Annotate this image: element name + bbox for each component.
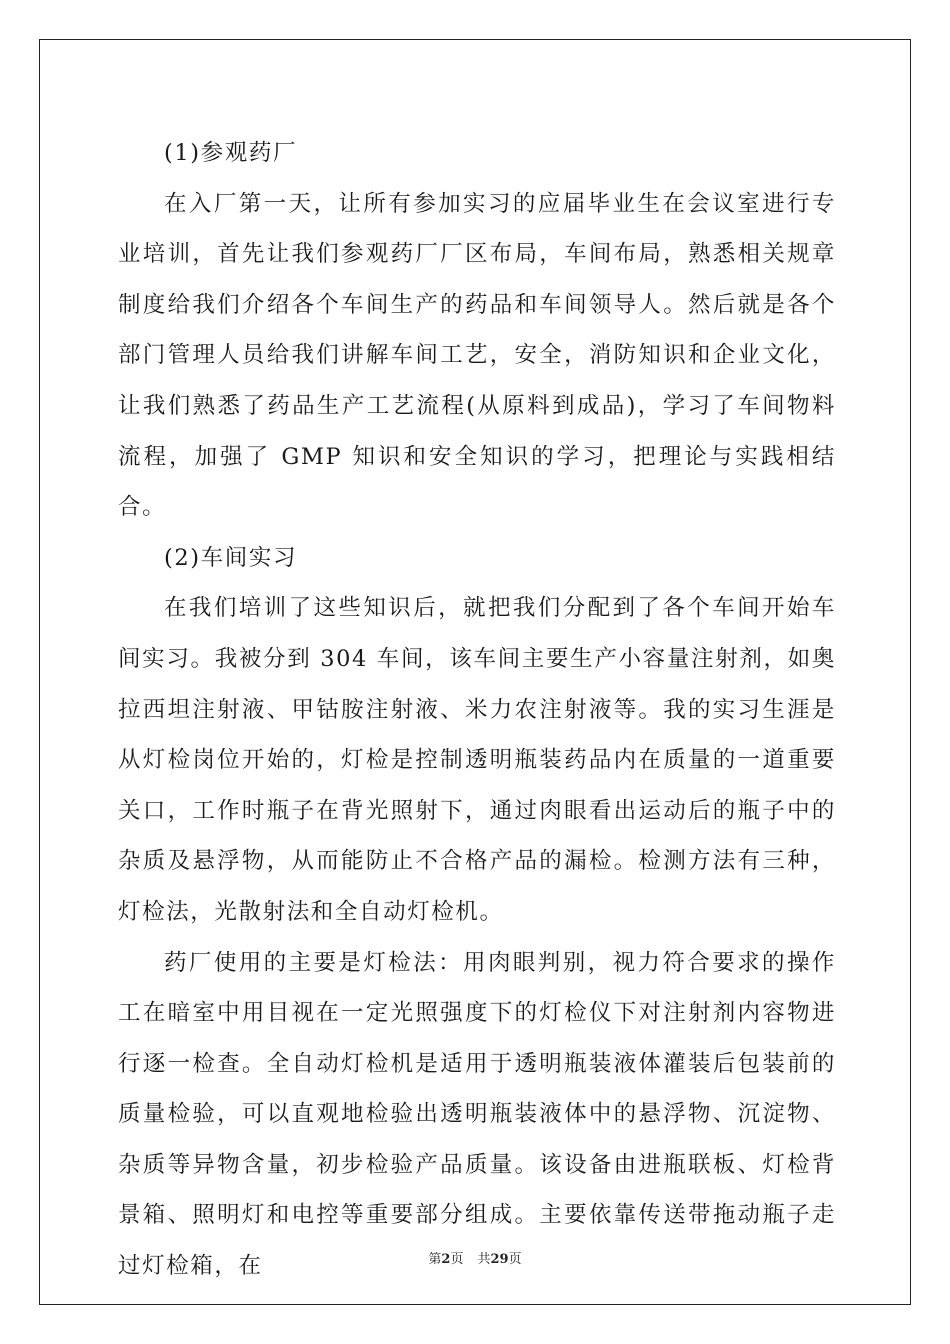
section-heading-workshop: (2)车间实习	[164, 544, 298, 571]
footer-prefix: 第	[428, 1252, 442, 1267]
footer-total-suffix: 页	[508, 1252, 522, 1267]
paragraph-workshop-internship: 在我们培训了这些知识后，就把我们分配到了各个车间开始车间实习。我被分到 304 车间，该车间主要生产小容量注射剂，如奥拉西坦注射液、甲钴胺注射液、米力农注射液等。我的实习生涯是从灯检岗位开始的，灯检是控制透明瓶装药品内在质量的一道重要关口，工作时瓶子在背光照射下，通过肉眼看出运动后的瓶子中的杂质及悬浮物，从而能防止不合格产品的漏检。检测方法有三种，灯检法，光散射法和全自动灯检机。	[118, 595, 836, 925]
footer-total-pages: 29	[490, 1252, 509, 1267]
footer-total-prefix: 共	[477, 1252, 491, 1267]
section-heading-visit: (1)参观药厂	[164, 140, 298, 166]
page-footer	[0, 1248, 950, 1267]
paragraph-light-inspection: 药厂使用的主要是灯检法：用肉眼判别，视力符合要求的操作工在暗室中用目视在一定光照强度下的灯检仪下对注射剂内容物进行逐一检查。全自动灯检机是适用于透明瓶装液体灌装后包装前的质量检验，可以直观地检验出透明瓶装液体中的悬浮物、沉淀物、杂质等异物含量，初步检验产品质量。该设备由进瓶联板、灯检背景箱、照明灯和电控等重要部分组成。主要依靠传送带拖动瓶子走过灯检箱，在	[118, 949, 836, 1280]
footer-page-suffix: 页	[450, 1252, 464, 1267]
footer-page-number: 2	[441, 1252, 451, 1267]
paragraph-orientation: 在入厂第一天，让所有参加实习的应届毕业生在会议室进行专业培训，首先让我们参观药厂厂区布局，车间布局，熟悉相关规章制度给我们介绍各个车间生产的药品和车间领导人。然后就是各个部门管理人员给我们讲解车间工艺，安全，消防知识和企业文化，让我们熟悉了药品生产工艺流程(从原料到成品)，学习了车间物料流程，加强了 GMP 知识和安全知识的学习，把理论与实践相结合。	[118, 190, 836, 521]
document-body	[118, 128, 836, 1292]
